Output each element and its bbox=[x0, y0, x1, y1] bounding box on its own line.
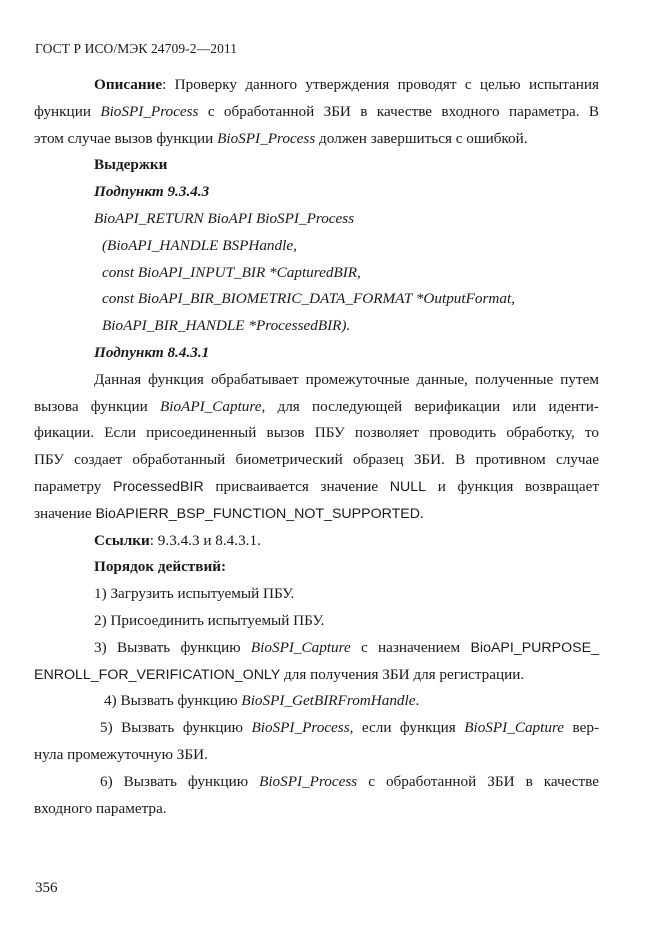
paragraph-line: параметру ProcessedBIR присваивается значение NULL и функция возвращает bbox=[34, 477, 599, 495]
code-line: const BioAPI_INPUT_BIR *CapturedBIR, bbox=[102, 263, 361, 281]
description-line-3: этом случае вызов функции BioSPI_Process должен завершиться с ошибкой. bbox=[34, 129, 528, 147]
code-line: (BioAPI_HANDLE BSPHandle, bbox=[102, 236, 297, 254]
step-4: 4) Вызвать функцию BioSPI_GetBIRFromHandle. bbox=[104, 692, 420, 710]
step-3-line-2: ENROLL_FOR_VERIFICATION_ONLY для получения ЗБИ для регистрации. bbox=[34, 665, 525, 683]
function-name: BioSPI_GetBIRFromHandle bbox=[241, 692, 416, 710]
function-name: BioAPI_Capture bbox=[159, 397, 262, 415]
procedure-title: Порядок действий: bbox=[94, 558, 227, 576]
references-label: Ссылки bbox=[94, 531, 150, 549]
step-5-line-2: нула промежуточную ЗБИ. bbox=[34, 745, 208, 763]
function-name: BioSPI_Process bbox=[217, 129, 316, 147]
code-line: const BioAPI_BIR_BIOMETRIC_DATA_FORMAT *OutputFormat, bbox=[102, 290, 515, 308]
description-label: Описание bbox=[94, 76, 163, 93]
function-name: BioSPI_Process bbox=[251, 719, 350, 737]
page-number: 356 bbox=[35, 880, 58, 896]
code-line: BioAPI_RETURN BioAPI BioSPI_Process bbox=[94, 209, 355, 227]
function-name: BioSPI_Capture bbox=[250, 638, 351, 656]
step-3-line-1: 3) Вызвать функцию BioSPI_Capture с назначением BioAPI_PURPOSE_ bbox=[94, 638, 599, 656]
page-header: ГОСТ Р ИСО/МЭК 24709-2—2011 bbox=[35, 41, 238, 56]
function-name: BioSPI_Capture bbox=[464, 719, 565, 737]
paragraph-line: значение BioAPIERR_BSP_FUNCTION_NOT_SUPPORTED. bbox=[34, 504, 424, 522]
function-name: BioSPI_Process bbox=[100, 102, 199, 120]
step-6-line-1: 6) Вызвать функцию BioSPI_Process с обработанной ЗБИ в качестве bbox=[100, 772, 599, 790]
subclause-title: Подпункт 9.3.4.3 bbox=[94, 183, 210, 201]
paragraph-line: вызова функции BioAPI_Capture, для последующей верификации или иденти- bbox=[34, 397, 599, 415]
function-name: BioSPI_Process bbox=[259, 772, 358, 790]
references-line: Ссылки: 9.3.4.3 и 8.4.3.1. bbox=[94, 531, 261, 549]
step-2: 2) Присоединить испытуемый ПБУ. bbox=[94, 611, 325, 629]
page-body bbox=[34, 72, 599, 822]
code-line: BioAPI_BIR_HANDLE *ProcessedBIR). bbox=[102, 317, 351, 335]
paragraph-line: Данная функция обрабатывает промежуточные данные, полученные путем bbox=[94, 370, 599, 388]
description-line-1: Описание: Проверку данного утверждения проводят с целью испытания bbox=[94, 76, 599, 93]
subclause-title: Подпункт 8.4.3.1 bbox=[94, 343, 210, 361]
paragraph-line: фикации. Если присоединенный вызов ПБУ позволяет проводить обработку, то bbox=[34, 424, 599, 442]
step-5-line-1: 5) Вызвать функцию BioSPI_Process, если функция BioSPI_Capture вер- bbox=[100, 719, 599, 737]
step-1: 1) Загрузить испытуемый ПБУ. bbox=[94, 585, 295, 603]
description-line-2: функции BioSPI_Process с обработанной ЗБИ в качестве входного параметра. В bbox=[34, 102, 599, 120]
step-6-line-2: входного параметра. bbox=[34, 799, 167, 817]
excerpts-title: Выдержки bbox=[94, 156, 168, 174]
paragraph-line: ПБУ создает обработанный биометрический образец ЗБИ. В противном случае bbox=[34, 451, 599, 469]
